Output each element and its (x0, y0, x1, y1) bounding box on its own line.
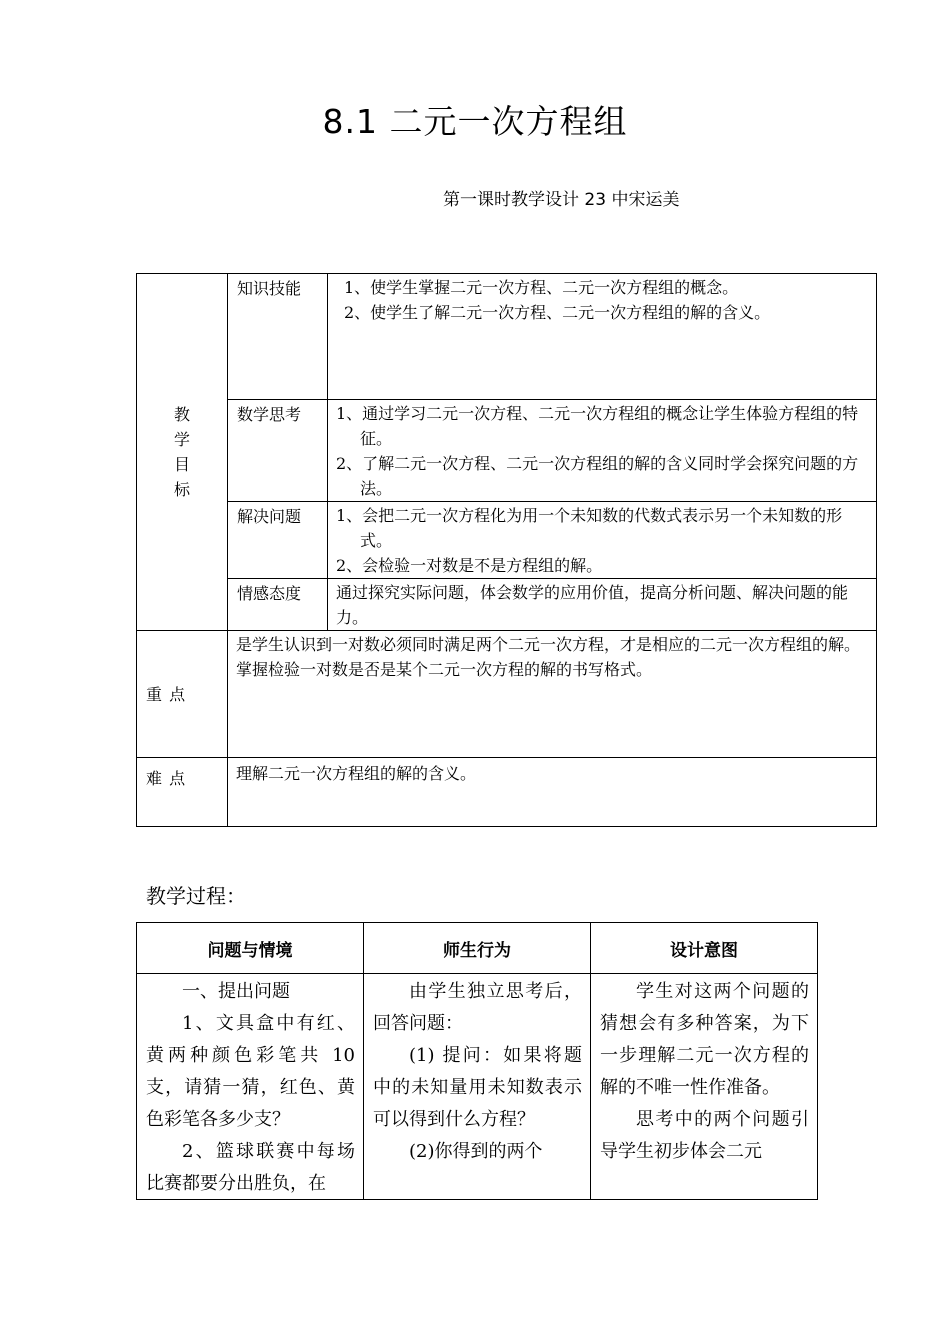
goal-category: 解决问题 (228, 502, 328, 579)
intent-paragraph: 学生对这两个问题的猜想会有多种答案，为下一步理解二元一次方程的解的不唯一性作准备。 (600, 981, 809, 1098)
header-intent: 设计意图 (591, 923, 818, 974)
intent-paragraph: 思考中的两个问题引导学生初步体会二元 (600, 1109, 809, 1162)
header-question: 问题与情境 (137, 923, 364, 974)
goal-item: 1、使学生掌握二元一次方程、二元一次方程组的概念。 (344, 278, 739, 297)
process-section-label: 教学过程： (146, 884, 246, 908)
goal-item: 2、会检验一对数是不是方程组的解。 (336, 556, 603, 575)
process-table (136, 922, 818, 1200)
goal-content (328, 502, 877, 579)
goals-side-label (137, 274, 228, 631)
difficulty-label: 难 点 (137, 758, 228, 827)
intent-cell (591, 974, 818, 1200)
goal-item: 1、通过学习二元一次方程、二元一次方程组的概念让学生体验方程组的特征。 (336, 404, 859, 448)
behavior-cell (364, 974, 591, 1200)
goal-category: 知识技能 (228, 274, 328, 400)
side-char: 教 (173, 405, 190, 424)
behavior-paragraph: (1) 提问：如果将题中的未知量用未知数表示可以得到什么方程？ (373, 1045, 582, 1130)
key-point-content: 是学生认识到一对数必须同时满足两个二元一次方程，才是相应的二元一次方程组的解。掌握检验一对数是否是某个二元一次方程的解的书写格式。 (228, 631, 877, 758)
goal-item: 2、使学生了解二元一次方程、二元一次方程组的解的含义。 (344, 303, 771, 322)
goal-content (328, 579, 877, 631)
question-cell (137, 974, 364, 1200)
header-behavior: 师生行为 (364, 923, 591, 974)
subtitle: 第一课时教学设计 23 中宋运美 (443, 190, 680, 210)
difficulty-content: 理解二元一次方程组的解的含义。 (228, 758, 877, 827)
goal-item: 1、会把二元一次方程化为用一个未知数的代数式表示另一个未知数的形式。 (336, 506, 843, 550)
goal-category: 数学思考 (228, 400, 328, 502)
goal-item: 2、了解二元一次方程、二元一次方程组的解的含义同时学会探究问题的方法。 (336, 454, 859, 498)
goal-content (328, 400, 877, 502)
behavior-paragraph: 由学生独立思考后，回答问题： (373, 981, 582, 1034)
goal-item: 通过探究实际问题，体会数学的应用价值，提高分析问题、解决问题的能力。 (336, 583, 849, 627)
side-char: 标 (173, 480, 190, 499)
page-title: 8.1 二元一次方程组 (322, 102, 628, 141)
question-paragraph: 1、文具盒中有红、黄两种颜色彩笔共 10 支，请猜一猜，红色、黄色彩笔各多少支？ (146, 1013, 355, 1130)
goal-category: 情感态度 (228, 579, 328, 631)
goal-content (328, 274, 877, 400)
question-paragraph: 2、篮球联赛中每场比赛都要分出胜负，在 (146, 1141, 355, 1194)
behavior-paragraph: (2)你得到的两个 (409, 1141, 543, 1162)
question-paragraph: 一、提出问题 (182, 981, 290, 1002)
key-point-label: 重 点 (137, 631, 228, 758)
side-char: 目 (173, 455, 190, 474)
side-char: 学 (173, 430, 190, 449)
goals-table (136, 273, 877, 827)
